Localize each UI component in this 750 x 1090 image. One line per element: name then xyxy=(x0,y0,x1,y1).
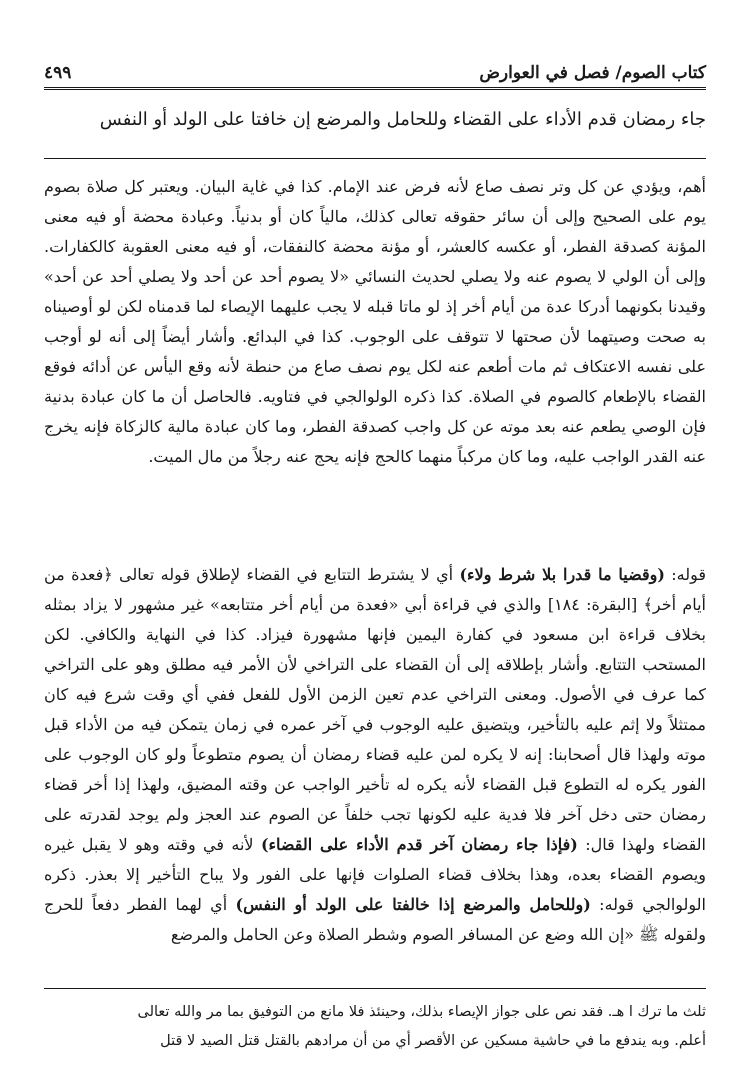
page-header xyxy=(44,56,706,90)
footnote-divider xyxy=(44,988,706,989)
footnote-line-2: أعلم. وبه يندفع ما في حاشية مسكين عن الأقصر أي من أن مرادهم بالقتل قتل الصيد لا قتل xyxy=(160,1033,706,1049)
commentary-text-2 xyxy=(44,560,706,950)
main-text-divider xyxy=(44,158,706,159)
commentary-text: قوله: xyxy=(664,565,707,584)
footnote-line-1: ثلث ما ترك ا هـ. فقد نص على جواز الإيصاء بذلك، وحينئذ فلا مانع من التوفيق بما مر والله تعالى xyxy=(137,1004,706,1020)
commentary-text-1: أهم، ويؤدي عن كل وتر نصف صاع لأنه فرض عند الإمام. كذا في غاية البيان. ويعتبر كل صلاة بصوم يوم على الصحيح وإلى أن سائر حقوقه تعالى كذلك، مالياً كان أو بدنياً. وعبادة محضة أو فيه معنى المؤنة كصدقة الفطر، أو عكسه كالعشر، أو مؤنة محضة كالنفقات، أو فيه معنى العقوبة كالكفارات. وإلى أن الولي لا يصوم عنه ولا يصلي لحديث النسائي «لا يصوم أحد عن أحد ولا يصلي أحد عن أحد» وقيدنا بكونهما أدركا عدة من أيام أخر إذ لو ماتا قبله لا يجب عليهما الإيصاء لما قدمناه لكن لو أوصيناه به صحت وصيتهما لأن صحتها لا تتوقف على الوجوب. كذا في البدائع. وأشار أيضاً إلى أنه لو أوجب على نفسه الاعتكاف ثم مات أطعم عنه لكل يوم نصف صاع من حنطة لأنه وقع اليأس عن أدائه فوقع القضاء بالإطعام كالصوم في الصلاة. كذا ذكره الولوالجي في فتاويه. فالحاصل أن ما كان عبادة بدنية فإن الوصي يطعم عنه بعد موته عن كل واجب كصدقة الفطر، وما كان عبادة مالية كالزكاة فإنه يخرج عنه القدر الواجب عليه، وما كان مركباً منهما كالحج فإنه يحج عنه رجلاً من مال الميت. xyxy=(44,177,707,466)
quoted-main-text: (وللحامل والمرضع إذا خالفتا على الولد أو النفس) xyxy=(235,895,591,914)
commentary-paragraph-2 xyxy=(44,560,706,950)
main-text: جاء رمضان قدم الأداء على القضاء وللحامل والمرضع إن خافتا على الولد أو النفس xyxy=(99,109,706,130)
commentary-paragraph-1 xyxy=(44,172,706,472)
quoted-main-text: (وقضيا ما قدرا بلا شرط ولاء) xyxy=(459,565,665,584)
running-title: كتاب الصوم/ فصل في العوارض xyxy=(479,63,706,83)
commentary-text: أي لا يشترط التتابع في القضاء لإطلاق قوله تعالى ﴿فعدة من أيام أخر﴾ [البقرة: ١٨٤] والذي في قراءة أبي «فعدة من أيام أخر متتابعه» غير مشهور لا يزاد بمثله بخلاف قراءة ابن مسعود في كفارة اليمين فإنها مشهورة فيزاد. كذا في النهاية والكافي. لكن المستحب التتابع. وأشار بإطلاقه إلى أن القضاء على التراخي لأن الأمر فيه مطلق وهو على التراخي كما عرف في الأصول. ومعنى التراخي عدم تعين الزمن الأول للفعل ففي أي وقت شرع فيه كان ممتثلاً ولا إثم عليه بالتأخير، ويتضيق عليه الوجوب في آخر عمره في زمان يتمكن فيه من الأداء قبل موته ولهذا قال أصحابنا: إنه لا يكره لمن عليه قضاء رمضان أن يصوم متطوعاً ولو كان الوجوب على الفور يكره له التطوع قبل القضاء لأنه يكره له تأخير الواجب عن وقته المضيق، ولهذا إذا أخر قضاء رمضان حتى دخل آخر فلا فدية عليه لكونها تجب خلفاً عن الصوم عند العجز ولم يوجد لقدرته على القضاء ولهذا قال: xyxy=(44,565,707,854)
footnote xyxy=(44,998,706,1056)
quoted-main-text: (فإذا جاء رمضان آخر قدم الأداء على القضاء) xyxy=(260,835,578,854)
commentary-text: أي لهما الفطر دفعاً للحرج ولقوله ﷺ «إن الله وضع عن المسافر الصوم وشطر الصلاة وعن الحامل والمرضع xyxy=(44,895,706,944)
page-number: ٤٩٩ xyxy=(44,63,72,83)
commentary-text: لأنه في وقته وهو لا يقبل غيره ويصوم القضاء بعده، وهذا بخلاف قضاء الصلوات فإنها على الفور ولا يباح التأخير إلا بعذر. ذكره الولوالجي قوله: xyxy=(44,835,707,914)
